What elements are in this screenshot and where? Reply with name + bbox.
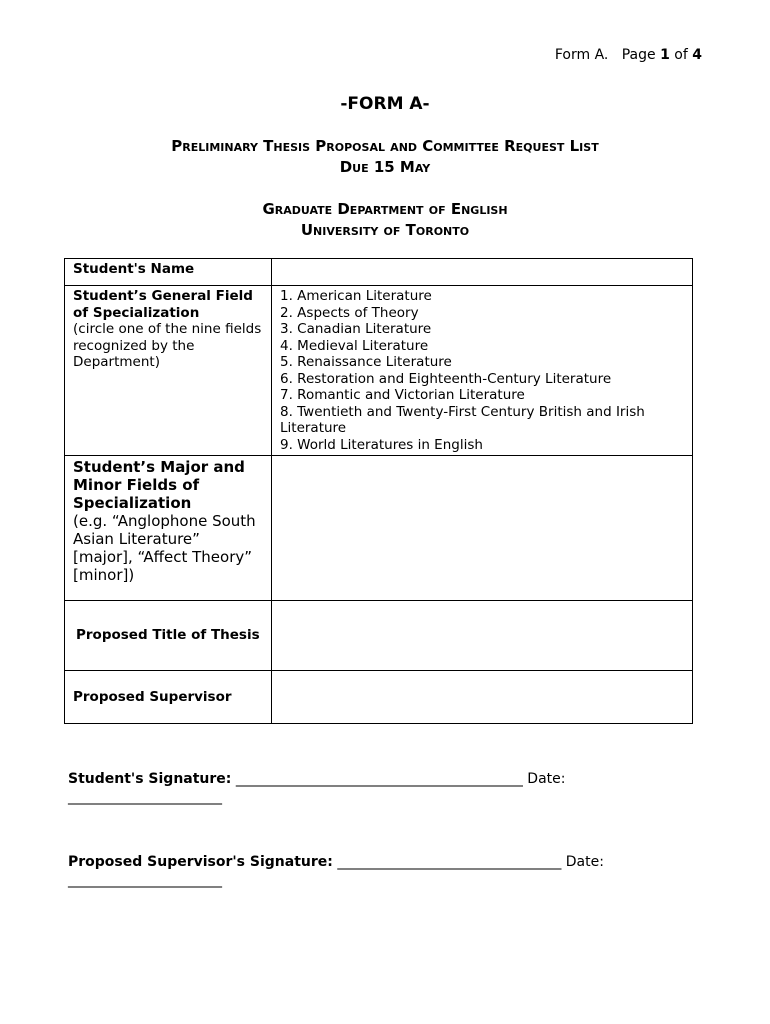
form-label: Form A. [554,47,609,63]
field-option[interactable]: 1. American Literature [280,288,432,304]
title-line-2: Due 15 May [339,158,431,176]
student-signature-line [68,771,565,787]
proposal-form-table [64,258,693,724]
general-field-row [65,286,693,456]
thesis-title-label-cell [65,601,272,671]
major-minor-label-cell [65,456,272,601]
student-date-field[interactable]: ______________________ [68,789,222,805]
field-option[interactable]: 8. Twentieth and Twenty-First Century British and Irish Literature [280,403,645,436]
general-field-note: (circle one of the nine fields recognized by the Department) [73,321,262,370]
page-total: 4 [692,47,702,63]
field-option[interactable]: 3. Canadian Literature [280,321,432,337]
thesis-title-field[interactable] [272,601,693,671]
student-signature-field[interactable]: _________________________________________ [235,771,523,787]
student-signature-label: Student's Signature: [68,771,232,787]
page-number: 1 [660,47,670,63]
general-field-label-cell [65,286,272,456]
supervisor-signature-line [68,854,604,870]
major-minor-note: (e.g. “Anglophone South Asian Literature” [major], “Affect Theory” [minor]) [73,512,256,584]
supervisor-date-field[interactable]: ______________________ [68,872,222,888]
field-option[interactable]: 2. Aspects of Theory [280,304,419,321]
supervisor-label: Proposed Supervisor [73,688,232,705]
page-word: Page [621,47,656,63]
thesis-title-row [65,601,693,671]
major-minor-label: Student’s Major and Minor Fields of Specialization [73,458,245,512]
form-title: -FORM A- [340,94,430,114]
supervisor-signature-label: Proposed Supervisor's Signature: [68,854,333,870]
student-date-label: Date: [527,771,566,787]
field-option[interactable]: 9. World Literatures in English [280,436,483,453]
title-line-1: Preliminary Thesis Proposal and Committee Request List [171,137,599,155]
student-name-field[interactable] [272,259,693,286]
student-name-row [65,259,693,286]
field-option[interactable]: 7. Romantic and Victorian Literature [280,387,525,403]
field-option[interactable]: 6. Restoration and Eighteenth-Century Literature [280,370,612,387]
supervisor-field[interactable] [272,671,693,724]
university-line: University of Toronto [300,221,470,239]
major-minor-field[interactable] [272,456,693,601]
supervisor-label-cell [65,671,272,724]
student-name-label-cell [65,259,272,286]
general-field-label: Student’s General Field of Specialization [73,288,253,321]
page-header [555,47,702,63]
department-line: Graduate Department of English [262,200,508,218]
supervisor-signature-field[interactable]: ________________________________ [337,854,562,870]
field-option[interactable]: 4. Medieval Literature [280,337,429,354]
student-name-label: Student's Name [73,261,195,277]
supervisor-row [65,671,693,724]
field-option[interactable]: 5. Renaissance Literature [280,354,452,370]
supervisor-date-label: Date: [565,854,604,870]
thesis-title-label: Proposed Title of Thesis [76,627,260,644]
major-minor-row [65,456,693,601]
general-field-options [272,286,693,456]
of-word: of [674,47,688,63]
